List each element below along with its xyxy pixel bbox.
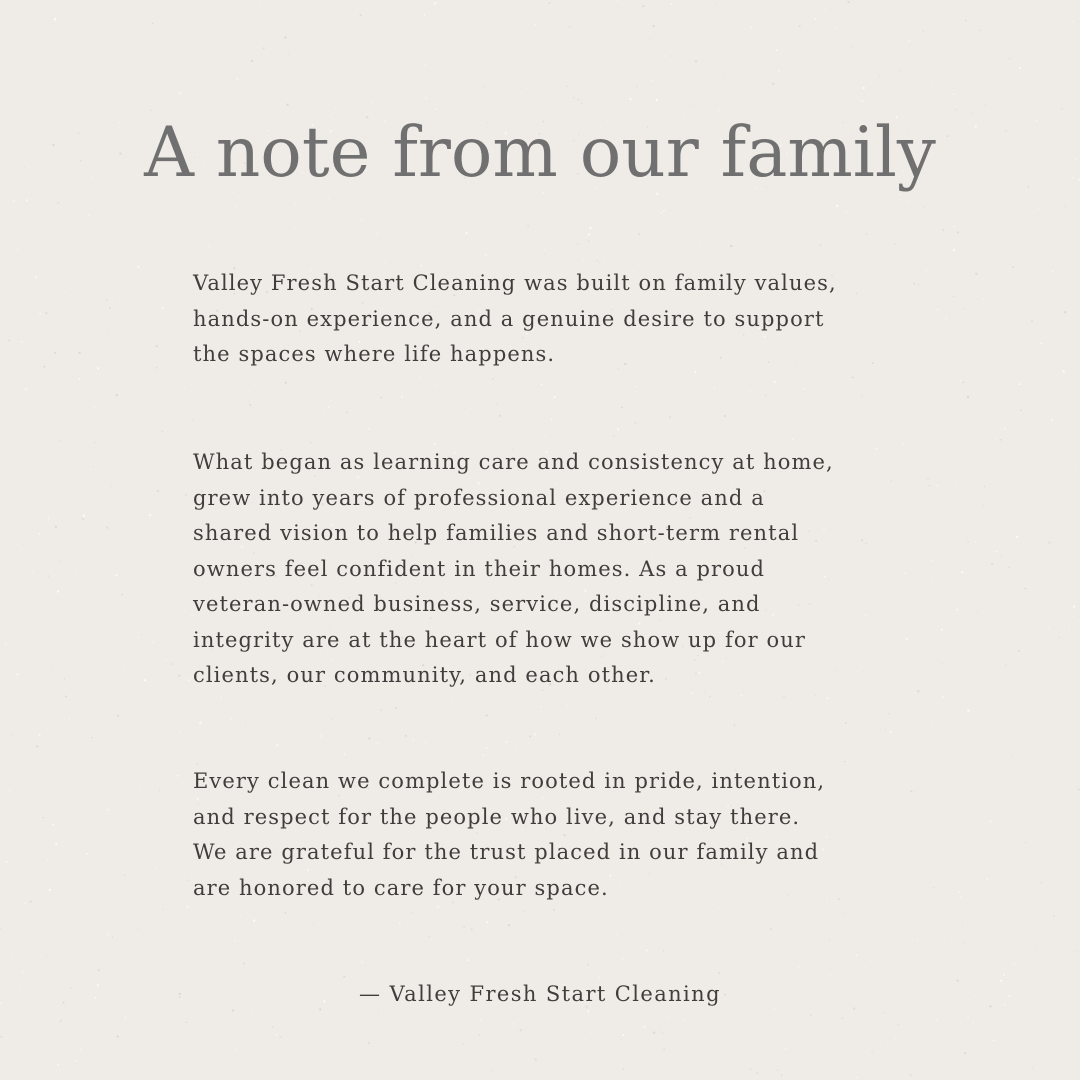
paragraph-story bbox=[193, 445, 913, 694]
paragraph-line: and respect for the people who live, and stay there. bbox=[193, 804, 801, 829]
paragraph-line: Every clean we complete is rooted in pride, intention, bbox=[193, 769, 826, 793]
paragraph-line: integrity are at the heart of how we show up for our bbox=[193, 627, 807, 652]
paragraph-line: We are grateful for the trust placed in our family and bbox=[193, 840, 820, 864]
paragraph-intro bbox=[193, 266, 913, 373]
paragraph-line: hands-on experience, and a genuine desire to support bbox=[193, 306, 825, 331]
paragraph-line: veteran-owned business, service, discipline, and bbox=[193, 592, 761, 616]
paragraph-closing bbox=[193, 764, 913, 906]
paragraph-line: are honored to care for your space. bbox=[193, 875, 609, 900]
paragraph-line: What began as learning care and consistency at home, bbox=[193, 450, 834, 474]
paragraph-line: grew into years of professional experience and a bbox=[193, 485, 765, 510]
paragraph-line: owners feel confident in their homes. As a proud bbox=[193, 556, 766, 581]
paragraph-line: the spaces where life happens. bbox=[193, 342, 556, 366]
signature: — Valley Fresh Start Cleaning bbox=[359, 982, 721, 1006]
paragraph-line: Valley Fresh Start Cleaning was built on family values, bbox=[193, 271, 837, 295]
paragraph-line: clients, our community, and each other. bbox=[193, 663, 656, 687]
paragraph-line: shared vision to help families and short-term rental bbox=[193, 521, 800, 545]
page-title: A note from our family bbox=[144, 113, 936, 193]
